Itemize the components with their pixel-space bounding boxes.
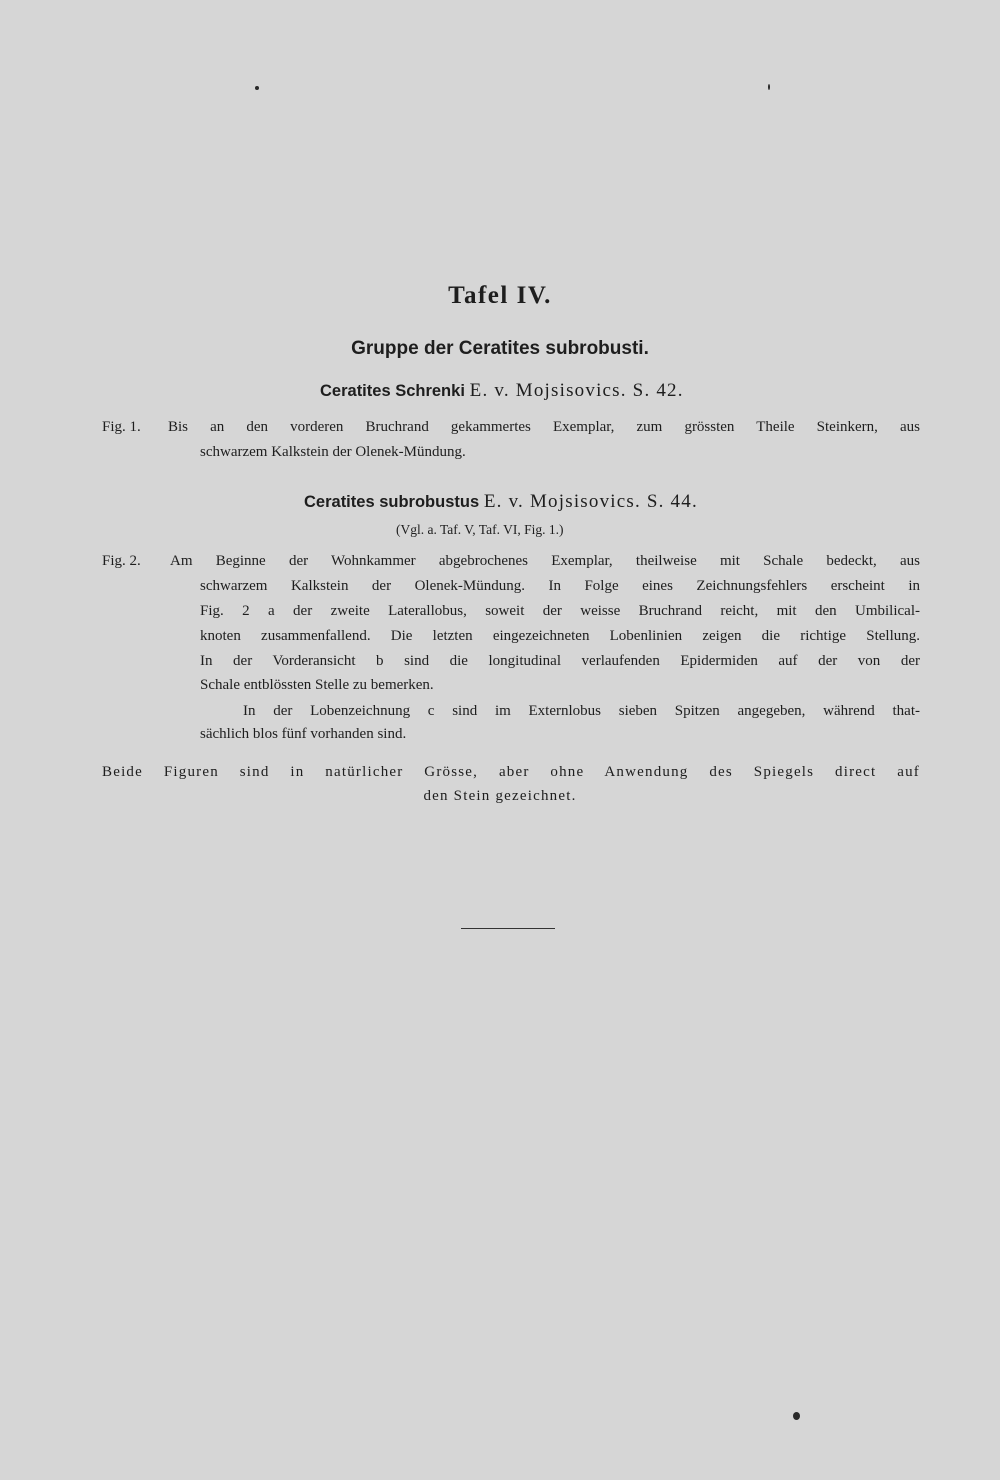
section-divider	[461, 928, 555, 929]
plate-title: Tafel IV.	[448, 282, 552, 309]
figure-caption-line: In der Lobenzeichnung c sind im Externlobus sieben Spitzen angegeben, während that-	[243, 703, 920, 719]
figure-label: Fig. 1.	[102, 419, 141, 435]
figure-caption-line: schwarzem Kalkstein der Olenek-Mündung.	[200, 444, 466, 460]
figure-caption-line: Fig. 2 a der zweite Laterallobus, soweit der weisse Bruchrand reicht, mit den Umbilical-	[200, 603, 920, 619]
figure-caption-line: Schale entblössten Stelle zu bemerken.	[200, 677, 434, 693]
paper-speck	[255, 86, 259, 90]
group-heading: Gruppe der Ceratites subrobusti.	[351, 338, 649, 359]
closing-note-line: den Stein gezeichnet.	[423, 788, 577, 804]
figure-label: Fig. 2.	[102, 553, 141, 569]
figure-caption-line: In der Vorderansicht b sind die longitudinal verlaufenden Epidermiden auf der von der	[200, 653, 920, 669]
figure-caption-line: schwarzem Kalkstein der Olenek-Mündung. In Folge eines Zeichnungsfehlers erscheint in	[200, 578, 920, 594]
figure-caption-line: sächlich blos fünf vorhanden sind.	[200, 726, 407, 742]
cross-reference: (Vgl. a. Taf. V, Taf. VI, Fig. 1.)	[396, 522, 564, 537]
closing-note-line: Beide Figuren sind in natürlicher Grösse, aber ohne Anwendung des Spiegels direct auf	[102, 764, 920, 780]
species-author: E. v. Mojsisovics. S. 42.	[469, 380, 684, 401]
species-name: Ceratites subrobustus	[304, 493, 480, 511]
figure-caption-line: knoten zusammenfallend. Die letzten eingezeichneten Lobenlinien zeigen die richtige Stellung.	[200, 628, 920, 644]
figure-caption-line: Bis an den vorderen Bruchrand gekammertes Exemplar, zum grössten Theile Steinkern, aus	[168, 419, 920, 435]
paper-speck	[793, 1412, 800, 1420]
figure-caption-line: Am Beginne der Wohnkammer abgebrochenes Exemplar, theilweise mit Schale bedeckt, aus	[170, 553, 920, 569]
species-name: Ceratites Schrenki	[320, 382, 465, 400]
species-heading	[320, 380, 684, 402]
species-heading	[304, 491, 698, 513]
species-author: E. v. Mojsisovics. S. 44.	[483, 491, 698, 512]
paper-speck	[768, 84, 770, 90]
